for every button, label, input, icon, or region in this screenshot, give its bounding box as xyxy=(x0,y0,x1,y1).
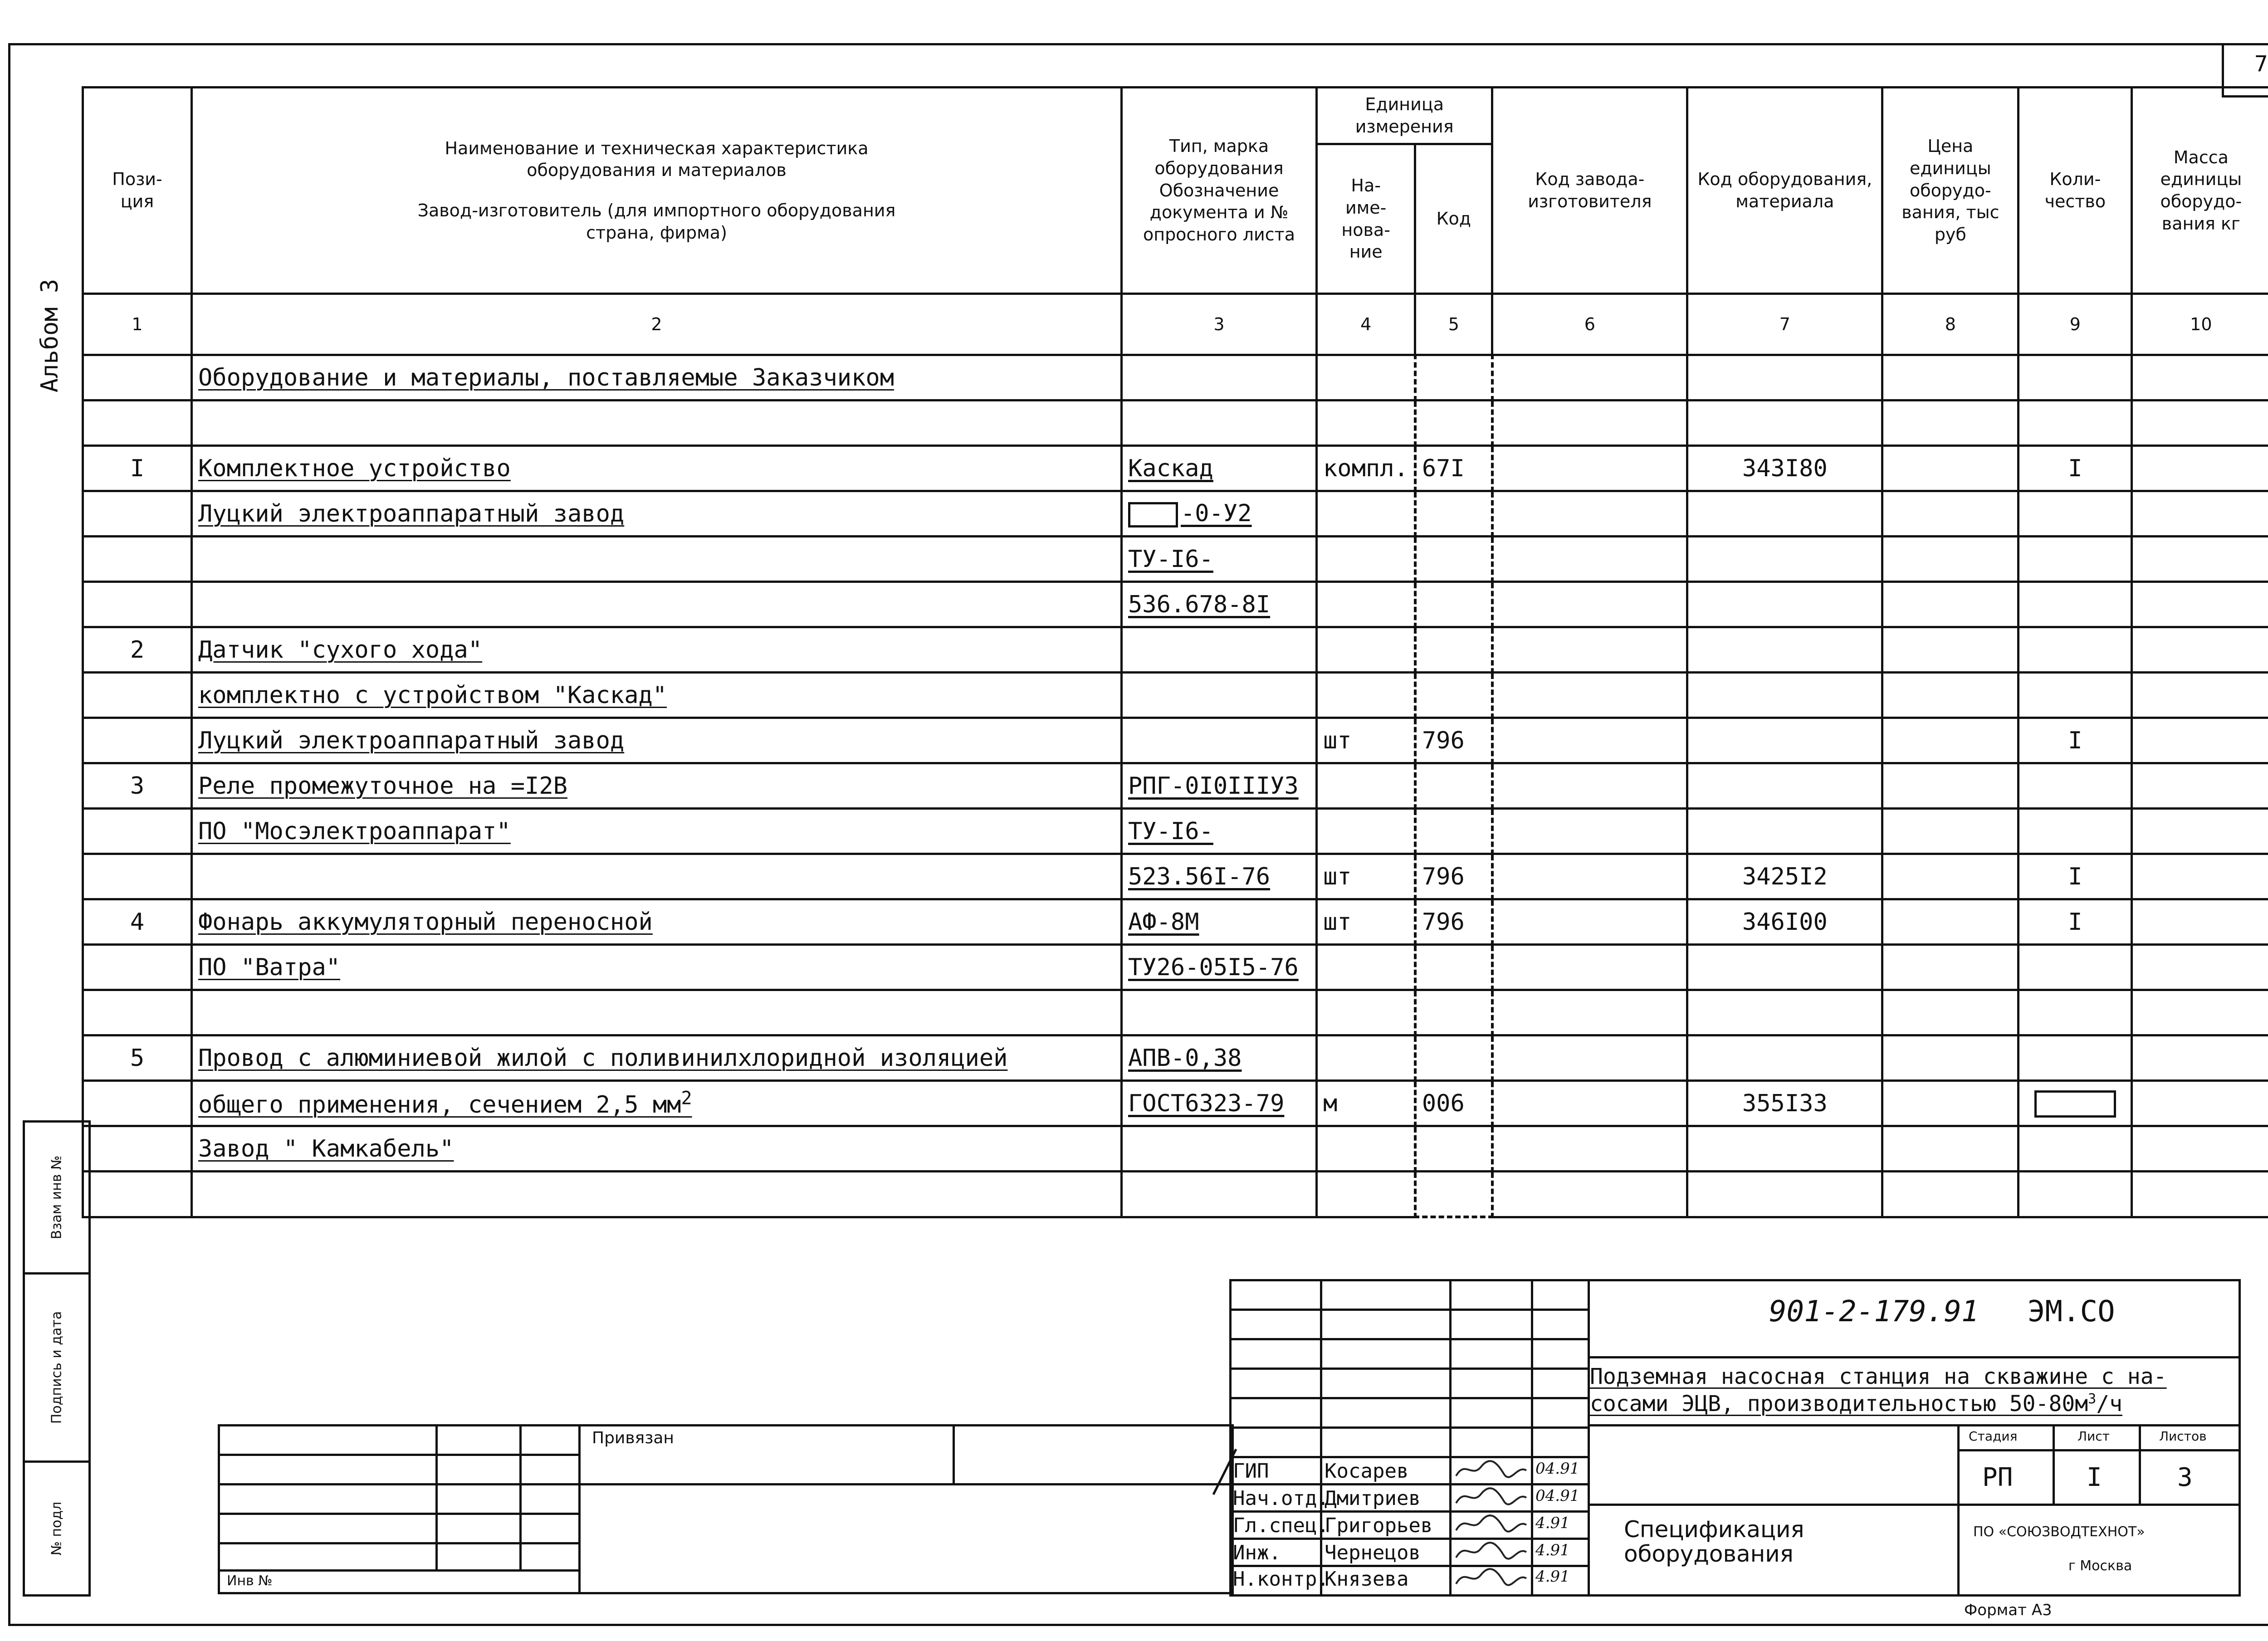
cell-type: ТУ26-05I5-76 xyxy=(1122,945,1317,990)
cell-mass xyxy=(2132,582,2268,627)
cell-pos xyxy=(83,945,192,990)
org-name: ПО «СОЮЗВОДТЕХНОТ» xyxy=(1973,1524,2145,1540)
cell-type xyxy=(1122,673,1317,718)
cell-unit xyxy=(1317,582,1415,627)
cell-unit xyxy=(1317,809,1415,854)
cell-qty xyxy=(2019,673,2132,718)
cell-unit xyxy=(1317,1035,1415,1081)
cell-price xyxy=(1882,400,2019,446)
cell-name: Луцкий электроаппаратный завод xyxy=(192,718,1122,763)
staff-name: Чернецов xyxy=(1325,1541,1421,1564)
cell-qty xyxy=(2019,582,2132,627)
linked-block xyxy=(218,1424,1234,1594)
cell-qty xyxy=(2019,537,2132,582)
cell-mat_code xyxy=(1687,809,1882,854)
cell-price xyxy=(1882,1035,2019,1081)
cell-name: Комплектное устройство xyxy=(192,446,1122,491)
cell-code xyxy=(1415,763,1492,809)
format-label: Формат А3 xyxy=(1964,1601,2052,1619)
cell-pos xyxy=(83,809,192,854)
cell-qty: I xyxy=(2019,854,2132,899)
cell-name: Фонарь аккумуляторный переносной xyxy=(192,899,1122,945)
specification-table xyxy=(82,86,2268,1218)
signature xyxy=(1454,1512,1529,1540)
cell-qty xyxy=(2019,1081,2132,1126)
cell-type xyxy=(1122,400,1317,446)
cell-price xyxy=(1882,899,2019,945)
cell-factory xyxy=(1492,446,1687,491)
cell-unit xyxy=(1317,627,1415,673)
staff-role: ГИП xyxy=(1233,1460,1269,1483)
cell-mass xyxy=(2132,446,2268,491)
header-name xyxy=(192,88,1122,294)
staff-date: 4.91 xyxy=(1535,1568,1570,1586)
cell-mass xyxy=(2132,809,2268,854)
table-row xyxy=(83,537,2268,582)
cell-qty: I xyxy=(2019,718,2132,763)
cell-mat_code: 3425I2 xyxy=(1687,854,1882,899)
cell-factory xyxy=(1492,491,1687,537)
staff-name: Князева xyxy=(1325,1568,1409,1591)
cell-name: общего применения, сечением 2,5 $мм^2$ xyxy=(192,1081,1122,1126)
signature xyxy=(1454,1539,1529,1568)
header-name-line1: Наименование и техническая характеристика xyxy=(445,138,869,158)
page-number: 7 xyxy=(2222,43,2268,98)
cell-type: РПГ-0I0IIIУ3 xyxy=(1122,763,1317,809)
staff-date: 4.91 xyxy=(1535,1541,1570,1559)
cell-price xyxy=(1882,1081,2019,1126)
staff-name: Косарев xyxy=(1325,1460,1409,1483)
cell-factory xyxy=(1492,400,1687,446)
cell-pos: 5 xyxy=(83,1035,192,1081)
header-factory-code: Код завода-изготовителя xyxy=(1492,88,1687,294)
cell-mat_code xyxy=(1687,763,1882,809)
cell-mass xyxy=(2132,673,2268,718)
table-row xyxy=(83,990,2268,1035)
colnum: 2 xyxy=(192,294,1122,355)
cell-name: ПО "Ватра" xyxy=(192,945,1122,990)
cell-pos xyxy=(83,491,192,537)
doc-code: 901-2-179.91 xyxy=(1769,1295,1979,1328)
cell-qty: I xyxy=(2019,446,2132,491)
cell-mass xyxy=(2132,1035,2268,1081)
table-row xyxy=(83,809,2268,854)
cell-unit xyxy=(1317,491,1415,537)
signature xyxy=(1454,1458,1529,1486)
cell-type xyxy=(1122,627,1317,673)
cell-unit xyxy=(1317,673,1415,718)
colnum: 3 xyxy=(1122,294,1317,355)
staff-date: 04.91 xyxy=(1535,1460,1580,1478)
cell-factory xyxy=(1492,1035,1687,1081)
cell-unit: м xyxy=(1317,1081,1415,1126)
cell-mat_code xyxy=(1687,582,1882,627)
staff-role: Инж. xyxy=(1233,1541,1281,1564)
cell-code xyxy=(1415,809,1492,854)
colnum: 10 xyxy=(2132,294,2268,355)
cell-mat_code xyxy=(1687,400,1882,446)
cell-unit xyxy=(1317,945,1415,990)
cell-mass xyxy=(2132,1126,2268,1172)
cell-price xyxy=(1882,673,2019,718)
cell-name xyxy=(192,537,1122,582)
album-label-text: Альбом 3 xyxy=(36,278,64,393)
inv-no-label: Инв № xyxy=(227,1573,273,1589)
cell-mass xyxy=(2132,899,2268,945)
cell-mass xyxy=(2132,491,2268,537)
cell-qty xyxy=(2019,400,2132,446)
header-price: Цена единицы оборудо-вания, тыс руб xyxy=(1882,88,2019,294)
cell-code xyxy=(1415,537,1492,582)
cell-price xyxy=(1882,582,2019,627)
table-row xyxy=(83,718,2268,763)
cell-code xyxy=(1415,1172,1492,1217)
colnum: 7 xyxy=(1687,294,1882,355)
sheet-value: I xyxy=(2087,1463,2102,1492)
section-title-row xyxy=(83,355,2268,400)
cell-type: -0-У2 xyxy=(1122,491,1317,537)
header-quantity: Коли-чество xyxy=(2019,88,2132,294)
blank-quantity-box xyxy=(2034,1090,2116,1118)
cell-price xyxy=(1882,718,2019,763)
cell-mat_code xyxy=(1687,537,1882,582)
cell-price xyxy=(1882,854,2019,899)
cell-mat_code: 343I80 xyxy=(1687,446,1882,491)
signature xyxy=(1454,1485,1529,1513)
cell-factory xyxy=(1492,1081,1687,1126)
colnum: 6 xyxy=(1492,294,1687,355)
stage-label: Стадия xyxy=(1969,1429,2018,1444)
cell-mass xyxy=(2132,537,2268,582)
cell-mass xyxy=(2132,627,2268,673)
cell-pos xyxy=(83,582,192,627)
cell-unit xyxy=(1317,990,1415,1035)
cell-name xyxy=(192,854,1122,899)
cell-price xyxy=(1882,1126,2019,1172)
staff-date: 4.91 xyxy=(1535,1514,1570,1532)
cell-qty xyxy=(2019,945,2132,990)
cell-type xyxy=(1122,1126,1317,1172)
cell-pos xyxy=(83,673,192,718)
doc-title-line2: оборудования xyxy=(1624,1541,1794,1567)
cell-code xyxy=(1415,400,1492,446)
colnum: 5 xyxy=(1415,294,1492,355)
cell-pos: 4 xyxy=(83,899,192,945)
cell-unit xyxy=(1317,537,1415,582)
table-row xyxy=(83,446,2268,491)
cell-mat_code xyxy=(1687,990,1882,1035)
colnum: 8 xyxy=(1882,294,2019,355)
cell-mass xyxy=(2132,400,2268,446)
cell-mass xyxy=(2132,1172,2268,1217)
sign-date-label: Подпись и дата xyxy=(49,1311,65,1424)
cell-unit: компл. xyxy=(1317,446,1415,491)
staff-name: Дмитриев xyxy=(1325,1487,1421,1510)
cell-qty xyxy=(2019,990,2132,1035)
table-row xyxy=(83,673,2268,718)
cell-price xyxy=(1882,537,2019,582)
sheet-label: Лист xyxy=(2077,1429,2110,1444)
header-unit-code: Код xyxy=(1415,144,1492,294)
cell-mat_code xyxy=(1687,627,1882,673)
cell-factory xyxy=(1492,854,1687,899)
cell-code xyxy=(1415,945,1492,990)
cell-pos xyxy=(83,1081,192,1126)
cell-price xyxy=(1882,1172,2019,1217)
cell-qty xyxy=(2019,1035,2132,1081)
table-row xyxy=(83,1172,2268,1217)
doc-suffix: ЭМ.СО xyxy=(2028,1295,2115,1328)
staff-role: Н.контр. xyxy=(1233,1568,1329,1591)
cell-mass xyxy=(2132,854,2268,899)
table-row xyxy=(83,582,2268,627)
staff-date: 04.91 xyxy=(1535,1487,1580,1505)
table-body xyxy=(83,400,2268,1217)
cell-qty xyxy=(2019,491,2132,537)
cell-mass xyxy=(2132,945,2268,990)
staff-role: Гл.спец. xyxy=(1233,1514,1329,1537)
project-title-line2: сосами ЭЦВ, производительностью 50-80м xyxy=(1590,1391,2088,1416)
superscript-two: 2 xyxy=(681,1088,692,1109)
cell-mat_code: 346I00 xyxy=(1687,899,1882,945)
cell-type: АПВ-0,38 xyxy=(1122,1035,1317,1081)
cell-name: ПО "Мосэлектроаппарат" xyxy=(192,809,1122,854)
table-row xyxy=(83,400,2268,446)
cell-unit xyxy=(1317,763,1415,809)
cell-code xyxy=(1415,990,1492,1035)
replace-inv-label: Взам инв № xyxy=(49,1155,65,1240)
table-row xyxy=(83,945,2268,990)
cell-type: 536.678-8I xyxy=(1122,582,1317,627)
colnum: 1 xyxy=(83,294,192,355)
cell-pos: 3 xyxy=(83,763,192,809)
cell-mat_code xyxy=(1687,1172,1882,1217)
cell-factory xyxy=(1492,582,1687,627)
org-city: г Москва xyxy=(2068,1558,2132,1574)
cell-name xyxy=(192,1172,1122,1217)
cell-price xyxy=(1882,491,2019,537)
cell-unit: шт xyxy=(1317,899,1415,945)
inv-orig-stamp xyxy=(23,1460,91,1597)
cell-pos xyxy=(83,1172,192,1217)
cell-factory xyxy=(1492,809,1687,854)
cell-mat_code xyxy=(1687,1035,1882,1081)
cell-factory xyxy=(1492,899,1687,945)
cell-pos: 2 xyxy=(83,627,192,673)
cell-price xyxy=(1882,809,2019,854)
cell-code xyxy=(1415,582,1492,627)
table-row xyxy=(83,854,2268,899)
replace-inv-stamp xyxy=(23,1120,91,1275)
sheets-label: Листов xyxy=(2159,1429,2207,1444)
header-type: Тип, марка оборудования Обозначение документа и № опросного листа xyxy=(1122,88,1317,294)
header-row xyxy=(83,88,2268,144)
cell-qty xyxy=(2019,809,2132,854)
cell-type: ТУ-I6- xyxy=(1122,809,1317,854)
header-position: Пози- ция xyxy=(83,88,192,294)
staff-name: Григорьев xyxy=(1325,1514,1433,1537)
project-title xyxy=(1590,1365,2167,1415)
cell-factory xyxy=(1492,990,1687,1035)
cell-code: 67I xyxy=(1415,446,1492,491)
project-title-end: /ч xyxy=(2096,1391,2122,1416)
cell-mat_code xyxy=(1687,718,1882,763)
cell-mass xyxy=(2132,1081,2268,1126)
doc-title-line1: Спецификация xyxy=(1624,1516,1804,1543)
cell-mat_code xyxy=(1687,945,1882,990)
cell-type xyxy=(1122,990,1317,1035)
section-title: Оборудование и материалы, поставляемые Заказчиком xyxy=(198,364,894,391)
header-material-code: Код оборудования, материала xyxy=(1687,88,1882,294)
cell-factory xyxy=(1492,1126,1687,1172)
column-numbers-row xyxy=(83,294,2268,355)
album-label xyxy=(32,254,68,417)
cell-unit xyxy=(1317,1126,1415,1172)
table-row xyxy=(83,1126,2268,1172)
cell-name: Провод с алюминиевой жилой с поливинилхлоридной изоляцией xyxy=(192,1035,1122,1081)
cell-pos xyxy=(83,537,192,582)
header-unit-name: На- име- нова- ние xyxy=(1317,144,1415,294)
cell-pos xyxy=(83,854,192,899)
cell-qty xyxy=(2019,627,2132,673)
cell-price xyxy=(1882,990,2019,1035)
project-title-line1: Подземная насосная станция на скважине с на- xyxy=(1590,1364,2167,1389)
cell-factory xyxy=(1492,763,1687,809)
sheets-value: 3 xyxy=(2177,1463,2193,1492)
colnum: 4 xyxy=(1317,294,1415,355)
cell-mat_code: 355I33 xyxy=(1687,1081,1882,1126)
cell-unit: шт xyxy=(1317,854,1415,899)
linked-label: Привязан xyxy=(592,1429,674,1447)
cell-name: Датчик "сухого хода" xyxy=(192,627,1122,673)
cell-name xyxy=(192,582,1122,627)
cell-factory xyxy=(1492,718,1687,763)
cell-code xyxy=(1415,627,1492,673)
cell-name: Реле промежуточное на =I2В xyxy=(192,763,1122,809)
table-row xyxy=(83,627,2268,673)
stage-value: РП xyxy=(1982,1463,2013,1492)
cell-unit: шт xyxy=(1317,718,1415,763)
cell-factory xyxy=(1492,537,1687,582)
cell-type: Каскад xyxy=(1122,446,1317,491)
cell-code xyxy=(1415,1126,1492,1172)
header-name-line3: Завод-изготовитель (для импортного оборудования xyxy=(417,200,896,220)
cell-qty xyxy=(2019,763,2132,809)
cell-code xyxy=(1415,1035,1492,1081)
blank-box-icon xyxy=(1128,502,1178,527)
table-row xyxy=(83,899,2268,945)
cell-factory xyxy=(1492,1172,1687,1217)
cell-code xyxy=(1415,491,1492,537)
signature xyxy=(1454,1566,1529,1594)
cell-price xyxy=(1882,763,2019,809)
cell-mass xyxy=(2132,990,2268,1035)
cell-mat_code xyxy=(1687,673,1882,718)
cell-qty xyxy=(2019,1126,2132,1172)
cell-pos xyxy=(83,400,192,446)
cell-mat_code xyxy=(1687,491,1882,537)
table-row xyxy=(83,491,2268,537)
cell-type: АФ-8М xyxy=(1122,899,1317,945)
cell-mat_code xyxy=(1687,1126,1882,1172)
cell-name: Завод " Камкабель" xyxy=(192,1126,1122,1172)
table-row xyxy=(83,1035,2268,1081)
cell-type: ТУ-I6- xyxy=(1122,537,1317,582)
cell-name: Луцкий электроаппаратный завод xyxy=(192,491,1122,537)
cell-type: ГОСТ6323-79 xyxy=(1122,1081,1317,1126)
project-title-sup: 3 xyxy=(2088,1391,2097,1407)
cell-unit xyxy=(1317,400,1415,446)
sign-date-stamp xyxy=(23,1272,91,1463)
cell-name xyxy=(192,990,1122,1035)
cell-factory xyxy=(1492,673,1687,718)
table-row xyxy=(83,1081,2268,1126)
cell-pos: I xyxy=(83,446,192,491)
cell-pos xyxy=(83,990,192,1035)
header-name-line2: оборудования и материалов xyxy=(527,160,787,181)
cell-qty xyxy=(2019,1172,2132,1217)
cell-code: 796 xyxy=(1415,899,1492,945)
cell-pos xyxy=(83,1126,192,1172)
cell-type xyxy=(1122,1172,1317,1217)
header-name-line4: страна, фирма) xyxy=(586,222,727,243)
cell-code xyxy=(1415,673,1492,718)
cell-code: 796 xyxy=(1415,718,1492,763)
slash-mark xyxy=(1209,1447,1241,1499)
cell-price xyxy=(1882,627,2019,673)
cell-code: 006 xyxy=(1415,1081,1492,1126)
inv-orig-label: № подл xyxy=(49,1501,65,1556)
cell-name xyxy=(192,400,1122,446)
cell-unit xyxy=(1317,1172,1415,1217)
cell-factory xyxy=(1492,945,1687,990)
cell-factory xyxy=(1492,627,1687,673)
cell-type: 523.56I-76 xyxy=(1122,854,1317,899)
header-mass: Масса единицы оборудо-вания кг xyxy=(2132,88,2268,294)
cell-mass xyxy=(2132,718,2268,763)
header-unit-group: Единица измерения xyxy=(1317,88,1492,144)
table-row xyxy=(83,763,2268,809)
cell-mass xyxy=(2132,763,2268,809)
cell-name: комплектно с устройством "Каскад" xyxy=(192,673,1122,718)
cell-qty: I xyxy=(2019,899,2132,945)
colnum: 9 xyxy=(2019,294,2132,355)
cell-code: 796 xyxy=(1415,854,1492,899)
doc-title xyxy=(1624,1517,1804,1566)
cell-pos xyxy=(83,718,192,763)
staff-role: Нач.отд. xyxy=(1233,1487,1329,1510)
cell-type xyxy=(1122,718,1317,763)
cell-price xyxy=(1882,945,2019,990)
cell-price xyxy=(1882,446,2019,491)
